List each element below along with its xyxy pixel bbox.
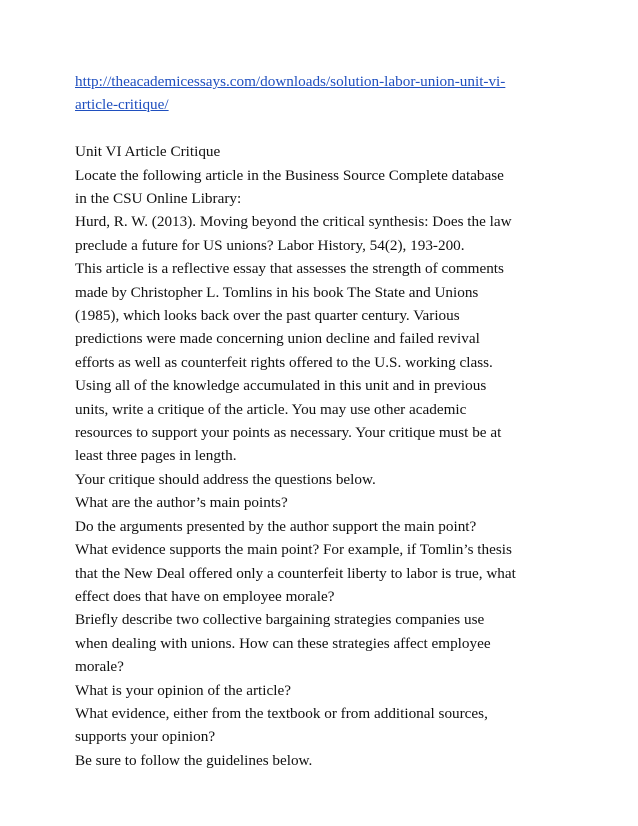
paragraph-gap — [75, 117, 575, 140]
body-line: least three pages in length. — [75, 447, 237, 465]
document-text — [75, 70, 575, 772]
source-link-line-1[interactable]: http://theacademicessays.com/downloads/solution-labor-union-unit-vi- — [75, 73, 506, 90]
question-line: effect does that have on employee morale? — [75, 587, 335, 605]
body-line: Be sure to follow the guidelines below. — [75, 751, 313, 769]
question-line: Briefly describe two collective bargaining strategies companies use — [75, 611, 485, 629]
question-line: What evidence, either from the textbook or from additional sources, — [75, 704, 488, 722]
body-line: Using all of the knowledge accumulated in this unit and in previous — [75, 377, 487, 395]
question-line: What evidence supports the main point? For example, if Tomlin’s thesis — [75, 541, 512, 559]
body-line: units, write a critique of the article. You may use other academic — [75, 400, 467, 418]
body-line: Locate the following article in the Business Source Complete database — [75, 166, 504, 184]
body-line: Your critique should address the questions below. — [75, 470, 376, 488]
question-line: morale? — [75, 658, 124, 676]
body-line: made by Christopher L. Tomlins in his book The State and Unions — [75, 283, 479, 301]
body-line: This article is a reflective essay that assesses the strength of comments — [75, 260, 504, 278]
question-line: Do the arguments presented by the author support the main point? — [75, 517, 477, 535]
body-line: in the CSU Online Library: — [75, 190, 242, 208]
question-line: What are the author’s main points? — [75, 494, 288, 512]
question-line: when dealing with unions. How can these strategies affect employee — [75, 634, 491, 652]
question-line: that the New Deal offered only a counterfeit liberty to labor is true, what — [75, 564, 516, 582]
body-line: predictions were made concerning union decline and failed revival — [75, 330, 480, 348]
body-line: efforts as well as counterfeit rights offered to the U.S. working class. — [75, 353, 493, 371]
citation-line: preclude a future for US unions? Labor History, 54(2), 193-200. — [75, 236, 465, 254]
body-line: (1985), which looks back over the past quarter century. Various — [75, 307, 460, 325]
question-line: supports your opinion? — [75, 728, 216, 746]
citation-line: Hurd, R. W. (2013). Moving beyond the critical synthesis: Does the law — [75, 213, 512, 231]
source-link-line-2[interactable]: article-critique/ — [75, 96, 169, 114]
document-title: Unit VI Article Critique — [75, 143, 221, 161]
body-line: resources to support your points as necessary. Your critique must be at — [75, 424, 502, 442]
question-line: What is your opinion of the article? — [75, 681, 291, 699]
